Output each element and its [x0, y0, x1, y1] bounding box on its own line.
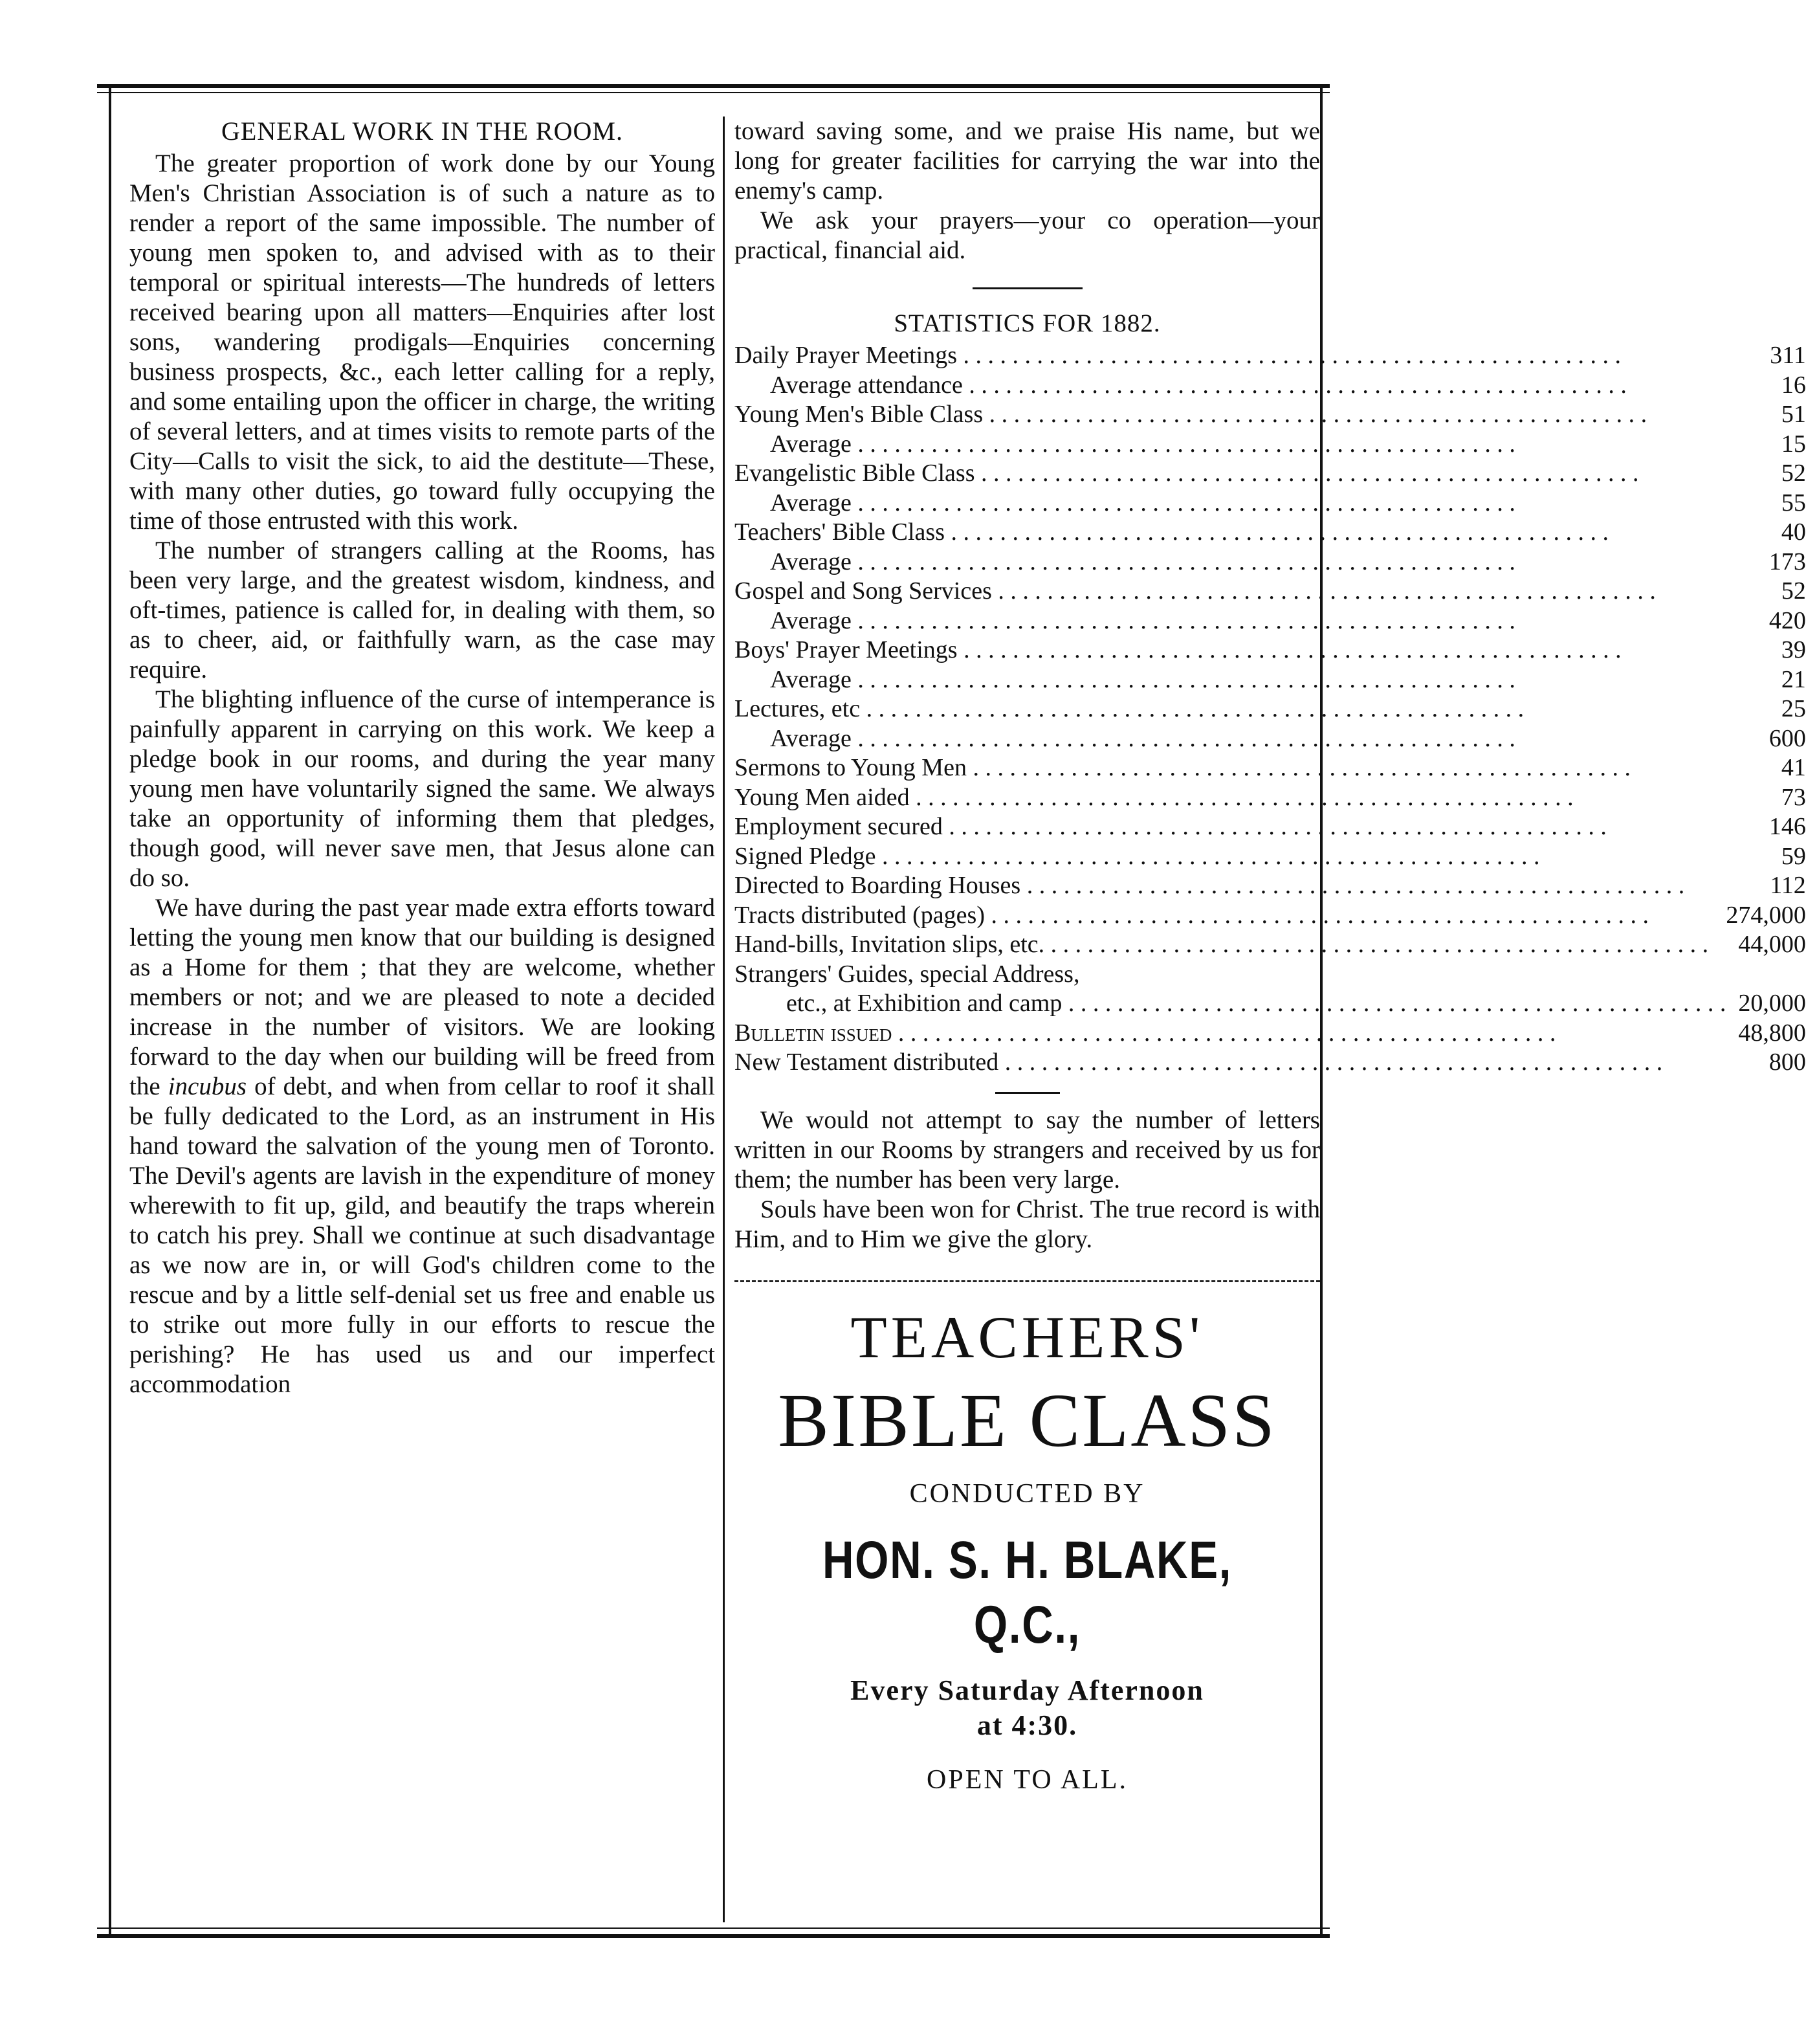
statistics-row	[734, 665, 1806, 695]
statistics-label	[734, 989, 1726, 1019]
statistics-label	[734, 871, 1726, 901]
statistics-label-text: Average	[770, 430, 852, 458]
paragraph-strangers: The number of strangers calling at the Rooms, has been very large, and the greatest wisdom, kindness, and oft-times, patience is called for, in dealing with them, so as to cheer, aid, or faithfully warn, as the case may require.	[129, 537, 715, 683]
statistics-label	[734, 548, 1726, 577]
statistics-value: 15	[1781, 430, 1806, 458]
statistics-row	[734, 753, 1806, 783]
statistics-value: 112	[1770, 872, 1806, 899]
statistics-label-text: Directed to Boarding Houses	[734, 872, 1021, 899]
statistics-row	[734, 901, 1806, 931]
dot-leader	[945, 518, 1609, 546]
statistics-value: 600	[1768, 724, 1806, 752]
statistics-label-wrap	[734, 1019, 1726, 1049]
paragraph-building-italic: incubus	[168, 1072, 247, 1100]
dot-leader	[975, 460, 1639, 487]
dot-leader	[983, 401, 1647, 428]
statistics-row	[734, 1019, 1806, 1049]
statistics-label	[734, 577, 1726, 606]
dot-leader	[967, 754, 1631, 781]
paragraph-letters-text: We would not attempt to say the number of letters written in our Rooms by strangers and received by us for them; the number has been very large.	[734, 1105, 1320, 1194]
paragraph-appeal: We ask your prayers—your co operation—your practical, financial aid.	[734, 206, 1320, 264]
statistics-label-text: Signed Pledge	[734, 842, 876, 870]
statistics-value: 146	[1768, 813, 1806, 840]
statistics-value: 55	[1781, 489, 1806, 517]
left-border-rule	[109, 88, 111, 1934]
statistics-label-text: Young Men aided	[734, 783, 910, 811]
statistics-label	[734, 341, 1726, 371]
statistics-label-wrap	[734, 930, 1726, 960]
statistics-value: 420	[1768, 606, 1806, 634]
statistics-label-text: Average	[770, 724, 852, 752]
bottom-border-rule-thin	[97, 1927, 1330, 1929]
statistics-row	[734, 636, 1806, 665]
dot-leader	[910, 784, 1574, 811]
statistics-label-wrap	[734, 459, 1726, 489]
statistics-label-wrap	[734, 518, 1726, 548]
statistics-value: 800	[1768, 1049, 1806, 1076]
statistics-label-text: Hand-bills, Invitation slips, etc.	[734, 931, 1045, 958]
statistics-label-text: Gospel and Song Services	[734, 577, 992, 605]
dot-leader	[852, 666, 1515, 693]
statistics-label-wrap	[786, 989, 1726, 1019]
statistics-value	[1726, 960, 1806, 990]
right-column	[734, 117, 1806, 1916]
statistics-value: 73	[1781, 783, 1806, 811]
statistics-row	[734, 606, 1806, 636]
statistics-label-text: Employment secured	[734, 813, 943, 840]
dot-leader	[852, 489, 1515, 517]
statistics-label-wrap	[734, 400, 1726, 430]
statistics-row	[734, 518, 1806, 548]
column-divider	[723, 117, 725, 1922]
statistics-label-wrap	[734, 842, 1726, 872]
statistics-value: 311	[1770, 342, 1806, 369]
statistics-label	[734, 459, 1726, 489]
statistics-label	[734, 430, 1726, 460]
statistics-label-wrap	[770, 371, 1726, 401]
dot-leader	[985, 902, 1649, 929]
statistics-label-text: Young Men's Bible Class	[734, 401, 984, 428]
dot-leader	[875, 843, 1539, 870]
statistics-row	[734, 812, 1806, 842]
statistics-label	[734, 960, 1726, 990]
dashed-divider	[734, 1280, 1320, 1282]
statistics-row	[734, 871, 1806, 901]
paragraph-building-part1: We have during the past year made extra efforts toward letting the young men know that our building is designed as a Home for them ; that they are welcome, whether members or not; and we are pleased to note a decided increase in the number of visitors. We are looking forward to the day when our building will be freed from the	[129, 894, 715, 1100]
statistics-value: 51	[1781, 401, 1806, 428]
statistics-label-wrap	[734, 341, 1726, 371]
dot-leader	[852, 430, 1515, 458]
statistics-label	[734, 1048, 1726, 1078]
statistics-label-wrap	[770, 548, 1726, 577]
statistics-row	[734, 960, 1806, 990]
statistics-label	[734, 400, 1726, 430]
statistics-row	[734, 724, 1806, 754]
divider-rule-2	[995, 1092, 1060, 1094]
statistics-label	[734, 812, 1726, 842]
statistics-row	[734, 783, 1806, 813]
dot-leader	[1044, 931, 1708, 958]
statistics-label-wrap	[734, 901, 1726, 931]
statistics-value: 25	[1781, 695, 1806, 722]
statistics-title: STATISTICS FOR 1882.	[894, 309, 1161, 337]
statistics-row	[734, 577, 1806, 606]
statistics-label-text: Strangers' Guides, special Address,	[734, 960, 1080, 988]
statistics-label-wrap	[734, 753, 1726, 783]
statistics-label-wrap	[734, 783, 1726, 813]
dot-leader	[998, 1049, 1662, 1076]
statistics-row	[734, 371, 1806, 401]
statistics-value: 173	[1768, 548, 1806, 575]
top-border-rule	[97, 84, 1330, 88]
statistics-row	[734, 400, 1806, 430]
ad-time: at 4:30.	[976, 1709, 1078, 1741]
dot-leader	[1020, 872, 1684, 899]
statistics-label	[734, 1019, 1726, 1049]
ad-title-teachers: TEACHERS'	[850, 1304, 1204, 1370]
dot-leader	[958, 636, 1622, 663]
statistics-label-text: Average	[770, 548, 852, 575]
statistics-label-wrap	[734, 636, 1726, 665]
statistics-label-text: Tracts distributed (pages)	[734, 901, 985, 929]
statistics-label	[734, 636, 1726, 665]
bottom-border-rule	[97, 1934, 1330, 1938]
statistics-label-text: Average	[770, 489, 852, 517]
statistics-value: 20,000	[1738, 990, 1806, 1017]
section-heading: GENERAL WORK IN THE ROOM.	[221, 117, 623, 146]
ad-schedule: Every Saturday Afternoon	[850, 1674, 1204, 1706]
ad-title-bible-class: BIBLE CLASS	[778, 1377, 1277, 1463]
statistics-label-wrap	[734, 577, 1726, 606]
statistics-row	[734, 459, 1806, 489]
statistics-label-text: Teachers' Bible Class	[734, 518, 945, 546]
statistics-label	[734, 930, 1726, 960]
statistics-label-text: Boys' Prayer Meetings	[734, 636, 958, 663]
statistics-label-text: Average	[770, 606, 852, 634]
statistics-label	[734, 694, 1726, 724]
dot-leader	[957, 342, 1621, 369]
dot-leader	[852, 607, 1515, 634]
statistics-label	[734, 665, 1726, 695]
statistics-label-text: Evangelistic Bible Class	[734, 460, 975, 487]
statistics-value: 40	[1781, 518, 1806, 546]
statistics-value: 21	[1781, 665, 1806, 693]
statistics-value: 274,000	[1726, 901, 1806, 929]
statistics-value: 52	[1781, 460, 1806, 487]
dot-leader	[852, 725, 1515, 752]
statistics-label-wrap	[770, 489, 1726, 518]
statistics-row	[734, 1048, 1806, 1078]
statistics-row	[734, 694, 1806, 724]
paragraph-intemperance: The blighting influence of the curse of intemperance is painfully apparent in carrying on this work. We keep a pledge book in our rooms, and during the year many young men have voluntarily signed the same. We always take an opportunity of informing them that pledges, though good, will never save men, that Jesus alone can do so.	[129, 685, 715, 892]
ad-open-to-all: OPEN TO ALL.	[927, 1764, 1128, 1795]
statistics-label-text: Lectures, etc	[734, 695, 861, 722]
statistics-row	[734, 930, 1806, 960]
statistics-row	[734, 430, 1806, 460]
statistics-label	[734, 783, 1726, 813]
paragraph-souls: Souls have been won for Christ. The true record is with Him, and to Him we give the glory.	[734, 1195, 1320, 1253]
statistics-label-wrap	[770, 665, 1726, 695]
statistics-label-text: Sermons to Young Men	[734, 754, 967, 781]
statistics-label-text: Average	[770, 665, 852, 693]
statistics-label-wrap	[734, 694, 1726, 724]
dot-leader	[992, 577, 1656, 605]
statistics-label-text: etc., at Exhibition and camp	[786, 990, 1063, 1017]
statistics-label	[734, 606, 1726, 636]
statistics-row	[734, 548, 1806, 577]
statistics-value: 59	[1781, 842, 1806, 870]
top-border-rule-thin	[97, 92, 1330, 93]
dot-leader	[892, 1019, 1556, 1047]
paragraph-general-work: The greater proportion of work done by our Young Men's Christian Association is of such a nature as to render a report of the same impossible. The number of young men spoken to, and advised with as to their temporal or spiritual interests—The hundreds of letters received bearing upon all matters—Enquiries after lost sons, wandering prodigals—Enquiries concerning business prospects, &c., each letter calling for a reply, and some entailing upon the officer in charge, the writing of several letters, and at times visits to remote parts of the City—Calls to visit the sick, to aid the destitute—These, with many other duties, go toward fully occupying the time of those entrusted with this work.	[129, 150, 715, 535]
statistics-label-text: Bulletin issued	[734, 1019, 892, 1047]
statistics-label-text: New Testament distributed	[734, 1049, 999, 1076]
statistics-value: 44,000	[1738, 931, 1806, 958]
statistics-value: 39	[1781, 636, 1806, 663]
statistics-label	[734, 753, 1726, 783]
statistics-label	[734, 724, 1726, 754]
paragraph-building	[129, 893, 715, 1399]
paragraph-continued: toward saving some, and we praise His name, but we long for greater facilities for carrying the war into the enemy's camp.	[734, 117, 1320, 205]
statistics-value: 41	[1781, 754, 1806, 781]
statistics-row	[734, 842, 1806, 872]
statistics-label	[734, 371, 1726, 401]
bible-class-advertisement	[734, 1302, 1320, 1795]
statistics-label-wrap	[770, 724, 1726, 754]
dot-leader	[1062, 990, 1726, 1017]
dot-leader	[963, 372, 1627, 399]
statistics-label-wrap	[770, 606, 1726, 636]
statistics-value: 16	[1781, 371, 1806, 399]
statistics-label-text: Daily Prayer Meetings	[734, 342, 958, 369]
statistics-label-wrap	[734, 812, 1726, 842]
left-column	[129, 117, 715, 1916]
statistics-label	[734, 842, 1726, 872]
statistics-label	[734, 901, 1726, 931]
statistics-value: 48,800	[1738, 1019, 1806, 1047]
statistics-row	[734, 989, 1806, 1019]
statistics-label-wrap	[734, 960, 1726, 990]
paragraph-letters	[734, 1105, 1320, 1195]
statistics-table	[734, 341, 1806, 1078]
statistics-label	[734, 518, 1726, 548]
dot-leader	[852, 548, 1515, 575]
statistics-label	[734, 489, 1726, 518]
statistics-value: 52	[1781, 577, 1806, 605]
statistics-row	[734, 489, 1806, 518]
paragraph-building-part2: of debt, and when from cellar to roof it shall be fully dedicated to the Lord, as an instrument in His hand toward the salvation of the young men of Toronto. The Devil's agents are lavish in the expenditure of money wherewith to fit up, gild, and beautify the traps wherein to catch his prey. Shall we continue at such disadvantage as we now are in, or will God's children come to the rescue and by a little self-denial set us free and enable us to strike out more fully in our efforts to rescue the perishing? He has used us and our imperfect accommodation	[129, 1072, 715, 1398]
statistics-label-wrap	[734, 1048, 1726, 1078]
statistics-row	[734, 341, 1806, 371]
statistics-label-text: Average attendance	[770, 371, 963, 399]
ad-conducted-by: CONDUCTED BY	[909, 1478, 1145, 1509]
divider-rule	[973, 287, 1083, 289]
dot-leader	[860, 695, 1524, 722]
dot-leader	[943, 813, 1607, 840]
statistics-label-wrap	[734, 871, 1726, 901]
ad-conductor-name: HON. S. H. BLAKE, Q.C.,	[822, 1530, 1233, 1654]
statistics-label-wrap	[770, 430, 1726, 460]
